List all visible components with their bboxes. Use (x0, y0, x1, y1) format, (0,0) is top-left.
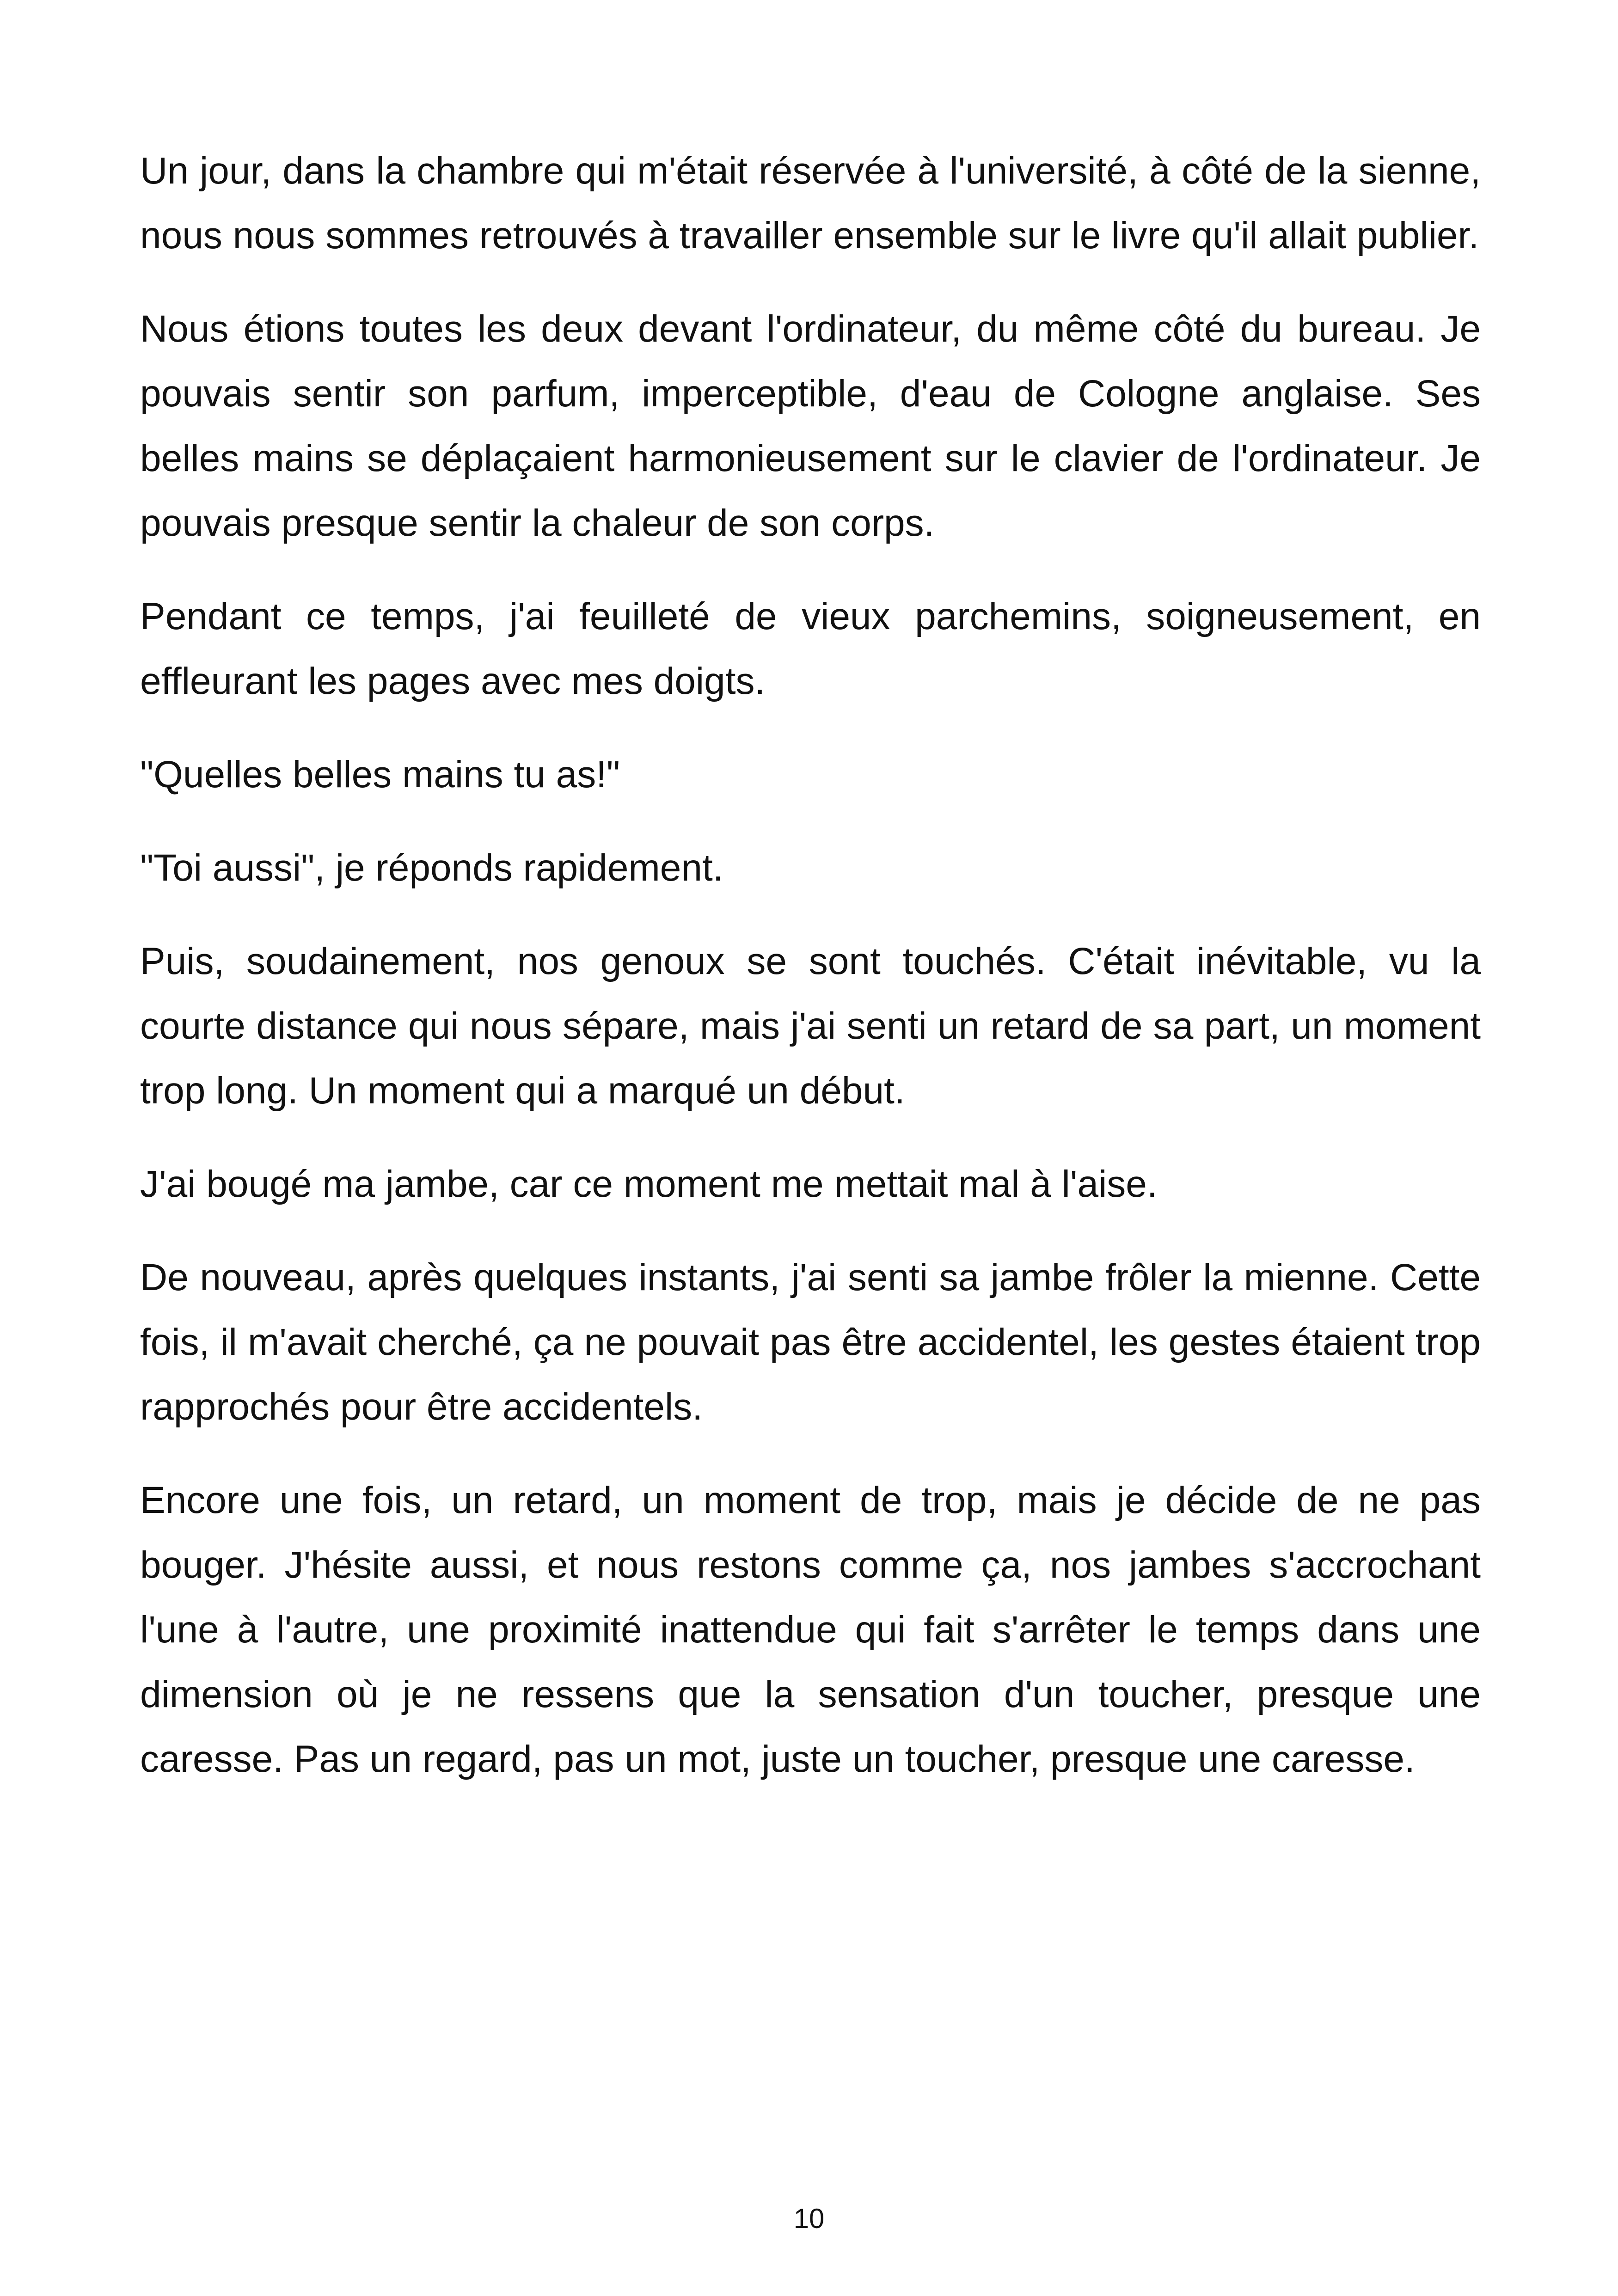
paragraph-9: Encore une fois, un retard, un moment de trop, mais je décide de ne pas bouger. J'hésite aussi, et nous restons comme ça, nos jambes s'accrochant l'une à l'autre, une proximité inattendue qui fait s'arrêter le temps dans une dimension où je ne ressens que la sensation d'un toucher, presque une caresse. Pas un regard, pas un mot, juste un toucher, presque une caresse. (140, 1479, 1481, 1780)
paragraph-6: Puis, soudainement, nos genoux se sont touchés. C'était inévitable, vu la courte distance qui nous sépare, mais j'ai senti un retard de sa part, un moment trop long. Un moment qui a marqué un début. (140, 940, 1481, 1112)
paragraph-4: "Quelles belles mains tu as!" (140, 753, 620, 796)
paragraph-8: De nouveau, après quelques instants, j'ai senti sa jambe frôler la mienne. Cette fois, il m'avait cherché, ça ne pouvait pas être accidentel, les gestes étaient trop rapprochés pour être accidentels. (140, 1256, 1481, 1428)
document-body (140, 139, 1481, 1820)
page-number: 10 (793, 2203, 825, 2234)
paragraph-5: "Toi aussi", je réponds rapidement. (140, 847, 723, 889)
paragraph-7: J'ai bougé ma jambe, car ce moment me mettait mal à l'aise. (140, 1163, 1158, 1205)
paragraph-3: Pendant ce temps, j'ai feuilleté de vieux parchemins, soigneusement, en effleurant les pages avec mes doigts. (140, 595, 1481, 702)
paragraph-1: Un jour, dans la chambre qui m'était réservée à l'université, à côté de la sienne, nous nous sommes retrouvés à travailler ensemble sur le livre qu'il allait publier. (140, 150, 1481, 257)
paragraph-2: Nous étions toutes les deux devant l'ordinateur, du même côté du bureau. Je pouvais sentir son parfum, imperceptible, d'eau de Cologne anglaise. Ses belles mains se déplaçaient harmonieusement sur le clavier de l'ordinateur. Je pouvais presque sentir la chaleur de son corps. (140, 308, 1481, 544)
